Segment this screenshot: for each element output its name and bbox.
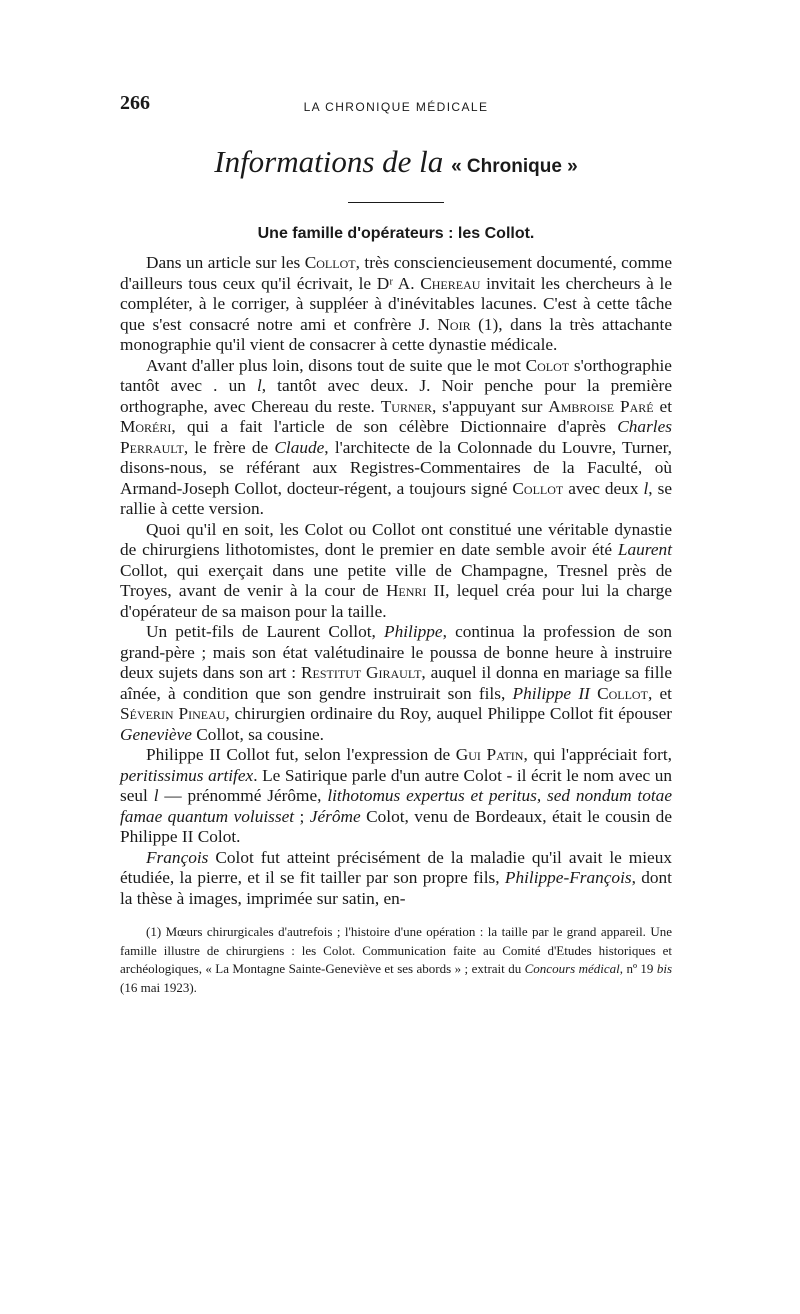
small-caps-name: Collot: [304, 253, 356, 272]
text-run: Colot, venu de Bordeaux, était le cousin de Philippe II Colot.: [120, 806, 672, 846]
text-run: — prénommé Jérôme,: [158, 786, 328, 805]
small-caps-name: Henri: [385, 581, 427, 600]
italic-text: Charles: [617, 417, 672, 436]
text-run: , dont la thèse à images, imprimée sur satin, en-: [120, 868, 672, 908]
text-run: , continua la profession de son grand-père ; mais son état valétudinaire le poussa de bonne heure à instruire deux sujets dans son art :: [120, 622, 672, 682]
text-run: Colot fut atteint précisément de la maladie qu'il avait le mieux étudiée, la pierre, et il se fit tailler par son propre fils,: [120, 847, 672, 887]
paragraph-6: [120, 848, 672, 910]
text-run: ;: [294, 806, 310, 826]
italic-text: Philippe: [384, 622, 443, 641]
section-title-quote: « Chronique »: [451, 156, 578, 177]
text-run: Un petit-fils de Laurent Collot,: [146, 622, 385, 641]
small-caps-name: Chereau: [420, 273, 481, 293]
italic-text: Concours médical: [524, 961, 620, 976]
text-run: , s'appuyant sur: [431, 396, 549, 416]
small-caps-name: Colot: [525, 355, 570, 375]
small-caps-name: Restitut Girault: [300, 663, 422, 682]
document-page: [120, 92, 672, 997]
text-run: et: [653, 396, 672, 416]
page-header: [120, 92, 672, 122]
italic-text: Claude: [274, 437, 325, 457]
text-run: (16 mai 1923).: [120, 979, 197, 995]
text-run: , chirurgien ordinaire du Roy, auquel Philippe Collot fit épouser: [225, 704, 672, 723]
text-run: Quoi qu'il en soit, les Colot ou Collot ont constitué une véritable dynastie de chirurgiens lithotomistes, dont le premier en date semble avoir été: [120, 519, 672, 559]
text-run: , auquel il donna en mariage sa fille aînée, à condition que son gendre instruirait son fils,: [120, 663, 672, 703]
small-caps-name: Moréri: [120, 417, 172, 436]
text-run: , qui l'appréciait fort,: [523, 745, 673, 764]
article-body: [120, 253, 672, 909]
paragraph-5: [120, 745, 672, 848]
text-run: , et: [647, 683, 672, 703]
text-run: (1), dans la très attachante monographie qu'il vient de consacrer à cette dynastie médicale.: [120, 314, 672, 354]
text-run: Avant d'aller plus loin, disons tout de suite que le mot: [146, 355, 526, 375]
italic-text: l: [256, 376, 262, 395]
footnote: [120, 923, 672, 997]
small-caps-name: Gui Patin: [455, 745, 524, 764]
running-head: LA CHRONIQUE MÉDICALE: [303, 100, 489, 114]
italic-text: Philippe-François: [504, 868, 632, 887]
text-run: , se rallie à cette version.: [120, 478, 672, 518]
italic-text: François: [146, 847, 209, 867]
text-run: Philippe II Collot fut, selon l'expression de: [146, 745, 456, 764]
italic-text: bis: [656, 961, 672, 976]
text-run: , tantôt avec deux. J. Noir penche pour la première orthographe, avec Chereau du reste.: [120, 376, 672, 416]
paragraph-1: [120, 253, 672, 356]
text-run: s'orthographie tantôt avec . un: [120, 355, 672, 395]
paragraph-4: [120, 622, 672, 745]
text-run: . Le Satirique parle d'un autre Colot - il écrit le nom avec un seul: [120, 765, 672, 805]
article-title: Une famille d'opérateurs : les Collot.: [257, 225, 535, 242]
text-run: , le frère de: [183, 437, 275, 457]
small-caps-name: Noir: [437, 314, 471, 334]
paragraph-3: [120, 520, 672, 623]
italic-text: l: [643, 478, 649, 498]
text-run: Collot, qui exerçait dans une petite ville de Champagne, Tresnel près de Troyes, avant de venir à la cour de: [120, 560, 672, 600]
text-run: , très consciencieusement documenté, comme d'ailleurs tous ceux qu'il écrivait, le Dʳ A.: [120, 253, 673, 293]
italic-text: Jérôme: [309, 806, 361, 826]
text-run: [590, 684, 597, 703]
text-run: , qui a fait l'article de son célèbre Dictionnaire d'après: [171, 417, 618, 436]
section-title-italic: Informations de la: [214, 144, 444, 179]
italic-text: peritissimus artifex: [120, 765, 254, 785]
paragraph-2: [120, 356, 672, 520]
text-run: II, lequel créa pour lui la charge d'opérateur de sa maison pour la taille.: [120, 581, 672, 621]
italic-text: lithotomus expertus et peritus, sed nondum totae famae quantum voluisset: [120, 786, 672, 826]
small-caps-name: Turner: [380, 396, 432, 416]
text-run: Dans un article sur les: [146, 253, 305, 272]
small-caps-name: Perrault: [120, 437, 184, 457]
small-caps-name: Collot: [597, 683, 648, 703]
text-run: , nº 19: [619, 961, 657, 976]
text-run: Collot, sa cousine.: [191, 724, 324, 744]
small-caps-name: Ambroise Paré: [548, 396, 654, 416]
italic-text: Geneviève: [120, 724, 192, 744]
small-caps-name: Séverin Pineau: [120, 704, 226, 723]
italic-text: Laurent: [617, 540, 672, 559]
italic-text: l: [153, 786, 159, 805]
page-number: 266: [120, 92, 150, 114]
text-run: invitait les chercheurs à le compléter, à le corriger, à suppléer à d'inévitables lacunes. C'est à cette tâche que s'est consacré notre ami et confrère J.: [120, 273, 672, 334]
text-run: (1) Mœurs chirurgicales d'autrefois ; l'histoire d'une opération : la taille par le grand appareil. Une famille illustre de chirurgiens : les Colot. Communication faite au Comité d'Etudes historiques et archéologiques, « La Montagne Sainte-Geneviève et ses abords » ; extrait du: [120, 924, 672, 976]
italic-text: Philippe II: [512, 683, 590, 703]
text-run: , l'architecte de la Colonnade du Louvre, Turner, disons-nous, se référant aux Registres-Commentaires de la Faculté, où Armand-Joseph Collot, docteur-régent, a toujours signé: [120, 437, 672, 498]
section-title: [120, 144, 672, 180]
small-caps-name: Collot: [512, 478, 564, 498]
text-run: avec deux: [563, 478, 644, 498]
title-divider: [348, 202, 444, 203]
